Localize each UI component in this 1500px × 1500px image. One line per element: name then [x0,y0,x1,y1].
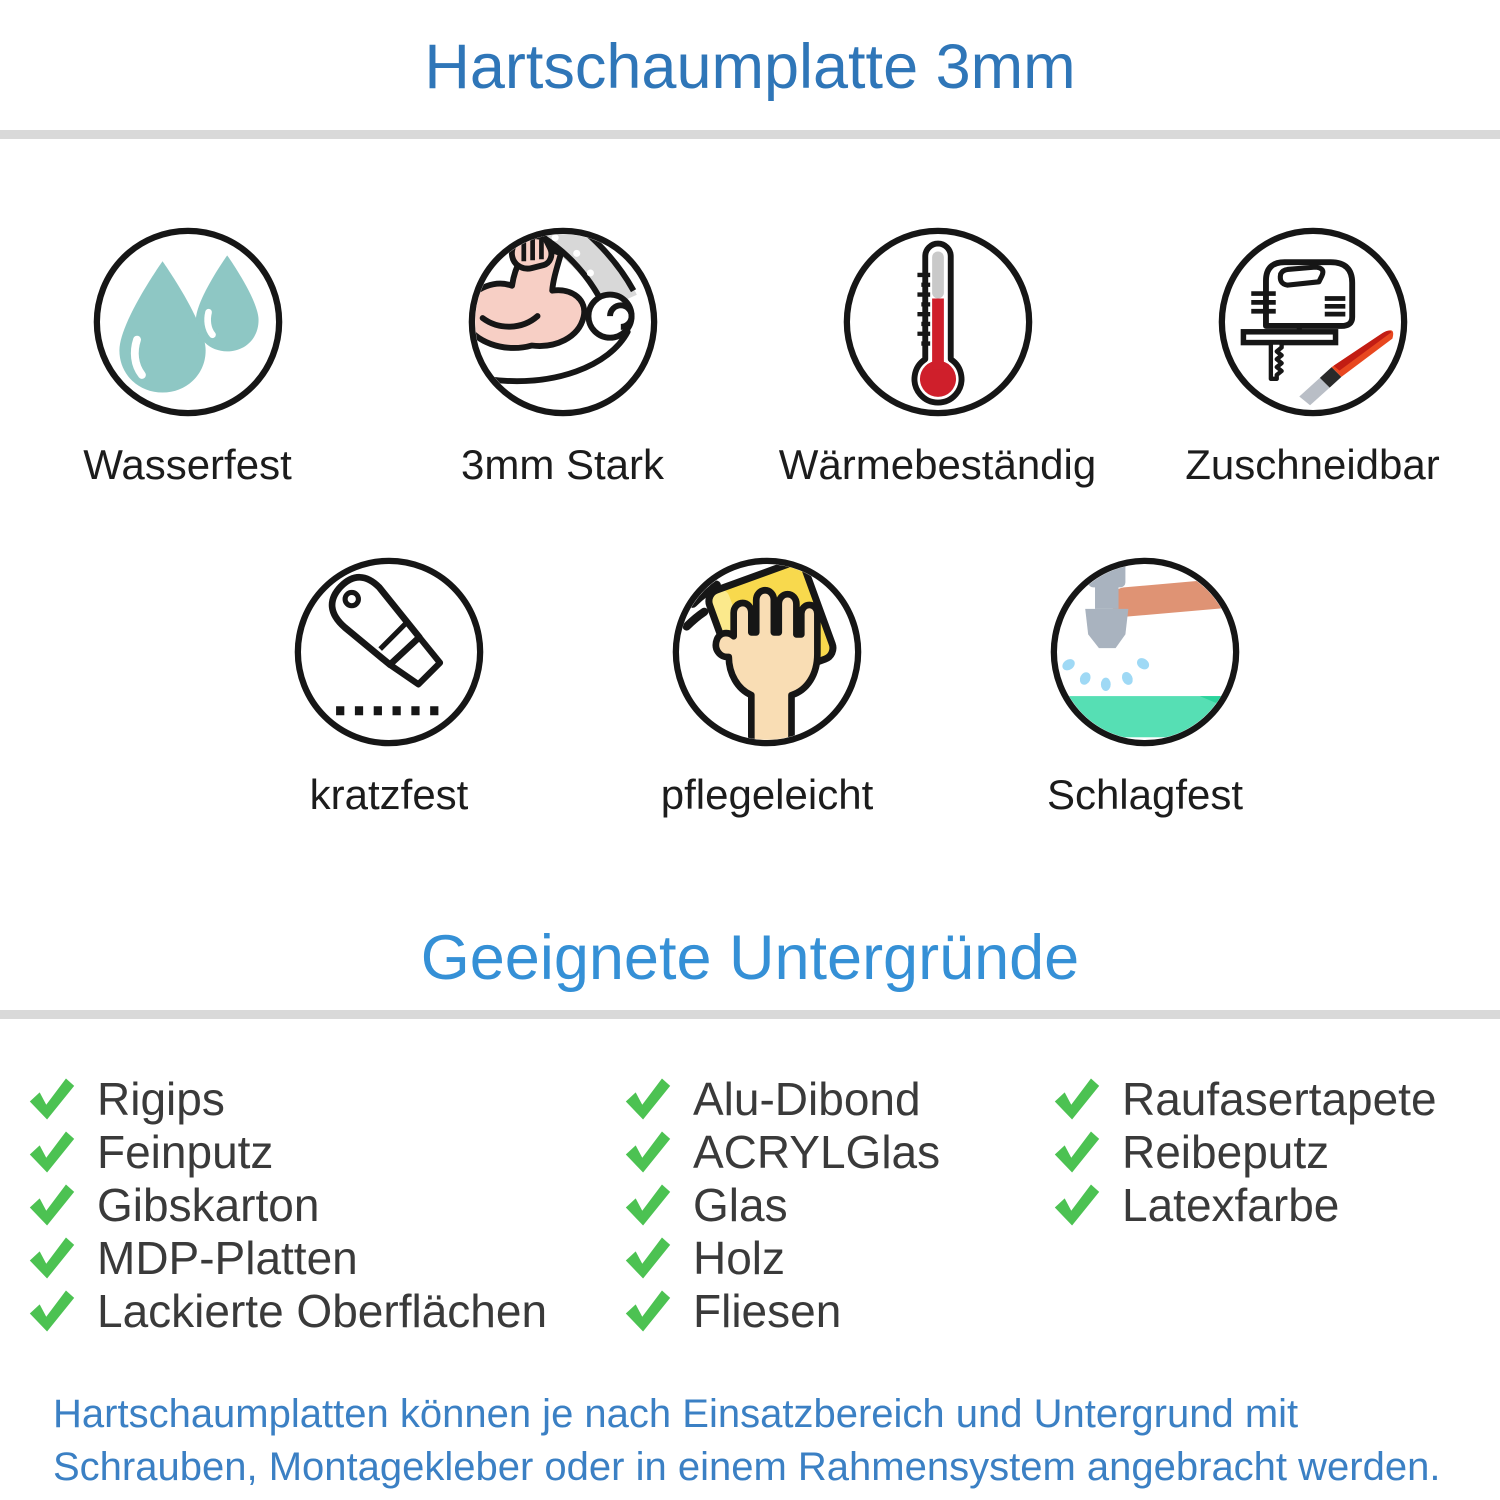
substrate-list [27,1072,1437,1337]
check-icon [623,1235,673,1281]
check-icon [623,1076,673,1122]
feature-label: kratzfest [309,771,469,818]
page-title: Hartschaumplatte 3mm [424,32,1076,102]
feature-row-1 [0,224,1500,489]
list-item-label: Reibeputz [1122,1125,1330,1178]
list-item-label: Rigips [97,1072,225,1125]
mounting-note-line-1: Hartschaumplatten können je nach Einsatzbereich und Untergrund mit [53,1392,1299,1436]
divider [0,1010,1500,1019]
list-item [1052,1178,1437,1231]
list-item-label: Gibskarton [97,1178,320,1231]
feature-row-2 [17,554,1500,819]
mounting-note-line-2: Schrauben, Montagekleber oder in einem Rahmensystem angebracht werden. [53,1445,1441,1489]
feature-schlagfest [956,554,1334,819]
check-icon [1052,1129,1102,1175]
list-item [27,1284,623,1337]
feature-3mm-stark [375,224,750,489]
feature-wasserfest [0,224,375,489]
jigsaw-knife-icon [1215,224,1411,420]
check-icon [27,1076,77,1122]
section-title-untergruende: Geeignete Untergründe [420,923,1080,993]
feature-label: Zuschneidbar [1185,441,1440,488]
check-icon [27,1235,77,1281]
check-icon [1052,1076,1102,1122]
thermometer-icon [840,224,1036,420]
list-item-label: Latexfarbe [1122,1178,1340,1231]
substrate-column-3 [1052,1072,1437,1337]
list-item-label: MDP-Platten [97,1231,358,1284]
list-item-label: Lackierte Oberflächen [97,1284,548,1337]
feature-label: Schlagfest [1046,771,1244,818]
list-item-label: ACRYLGlas [693,1125,941,1178]
list-item [1052,1072,1437,1125]
check-icon [1052,1182,1102,1228]
cleaning-cloth-hand-icon [669,554,865,750]
substrate-column-1 [27,1072,623,1337]
divider [0,130,1500,139]
check-icon [27,1288,77,1334]
check-icon [27,1129,77,1175]
feature-label: pflegeleicht [660,771,874,818]
muscle-arm-icon [465,224,661,420]
mounting-note [53,1388,1470,1494]
hammer-impact-icon [1047,554,1243,750]
feature-label: Wasserfest [83,441,292,488]
check-icon [623,1182,673,1228]
list-item-label: Holz [693,1231,786,1284]
water-drops-icon [90,224,286,420]
check-icon [27,1182,77,1228]
feature-label: 3mm Stark [460,441,665,488]
substrate-column-2 [623,1072,1052,1337]
list-item-label: Glas [693,1178,788,1231]
list-item [623,1178,1052,1231]
list-item-label: Raufasertapete [1122,1072,1437,1125]
feature-label: Wärmebeständig [778,441,1097,488]
check-icon [623,1129,673,1175]
list-item [27,1178,623,1231]
list-item [623,1284,1052,1337]
list-item [27,1231,623,1284]
utility-knife-icon [291,554,487,750]
list-item [623,1072,1052,1125]
feature-kratzfest [200,554,578,819]
feature-pflegeleicht [578,554,956,819]
feature-waermebestaendig [750,224,1125,489]
list-item [623,1231,1052,1284]
list-item-label: Fliesen [693,1284,842,1337]
list-item [1052,1125,1437,1178]
list-item-label: Feinputz [97,1125,274,1178]
check-icon [623,1288,673,1334]
list-item-label: Alu-Dibond [693,1072,921,1125]
feature-zuschneidbar [1125,224,1500,489]
list-item [623,1125,1052,1178]
list-item [27,1072,623,1125]
list-item [27,1125,623,1178]
